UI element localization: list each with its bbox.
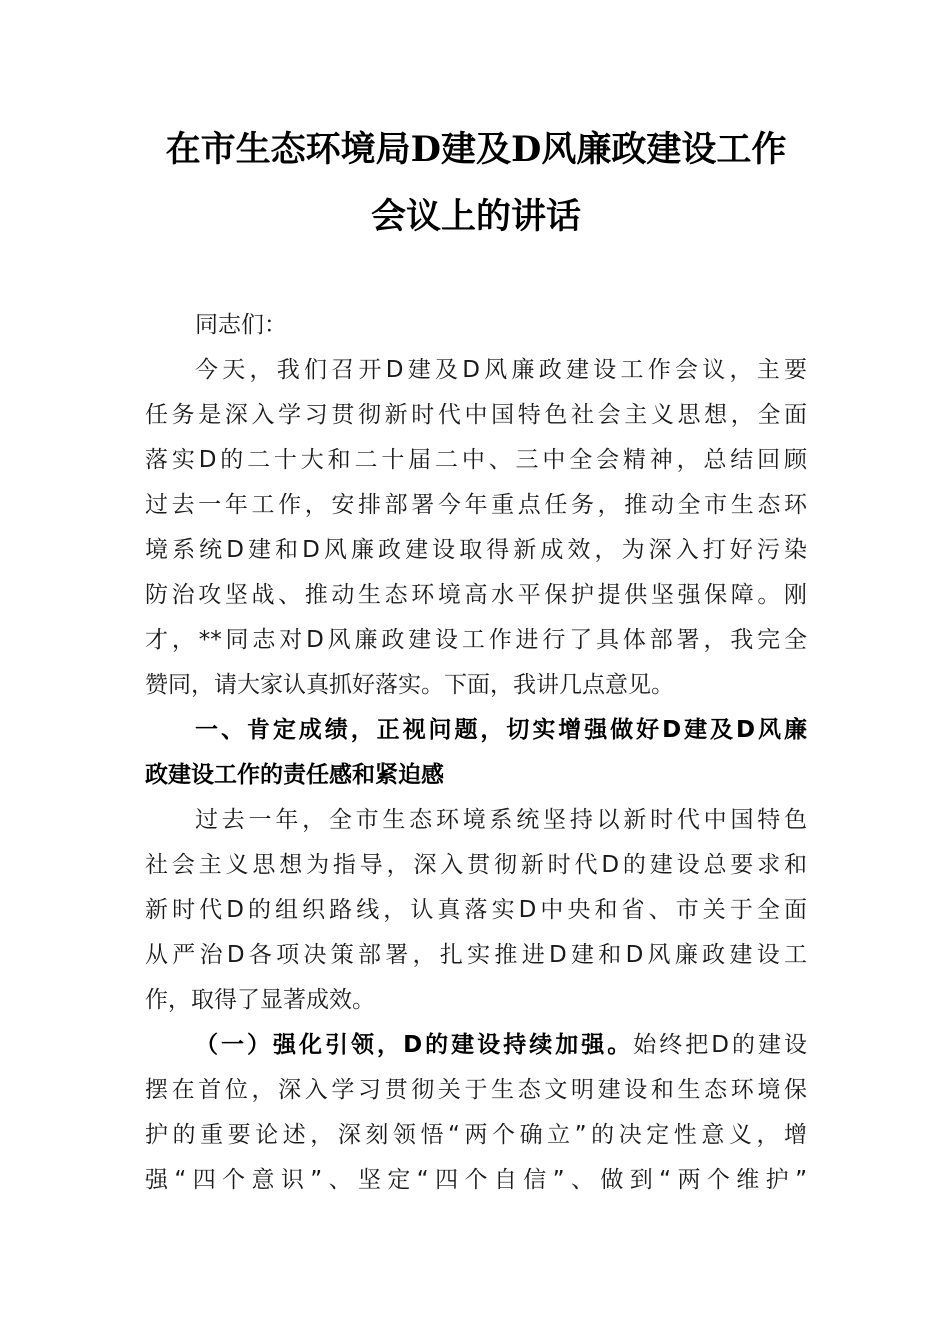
subsection-heading: （一）强化引领，D的建设持续加强。 <box>195 1032 634 1058</box>
document-title-line-2: 会议上的讲话 <box>370 196 581 237</box>
paragraph-line: 强“四个意识”、坚定“四个自信”、做到“两个维护” <box>145 1167 807 1193</box>
subsection-text: 始终把D的建设 <box>633 1032 807 1058</box>
heading-line: 一、肯定成绩，正视问题，切实增强做好D建及D风廉 <box>195 717 807 743</box>
subsection-first-line <box>145 1023 807 1068</box>
paragraph-line: 赞同，请大家认真抓好落实。下面，我讲几点意见。 <box>145 672 674 698</box>
paragraph-line: 防治攻坚战、推动生态环境高水平保护提供坚强保障。刚 <box>145 582 807 608</box>
paragraph-line: 新时代D的组织路线，认真落实D中央和省、市关于全面 <box>145 897 807 923</box>
paragraph-line: 摆在首位，深入学习贯彻关于生态文明建设和生态环境保 <box>145 1077 807 1103</box>
paragraph-line: 社会主义思想为指导，深入贯彻新时代D的建设总要求和 <box>145 852 807 878</box>
salutation: 同志们： <box>195 312 287 338</box>
paragraph-line: 境系统D建和D风廉政建设取得新成效，为深入打好污染 <box>145 537 807 563</box>
paragraph-line: 作，取得了显著成效。 <box>145 987 375 1013</box>
paragraph-line: 落实D的二十大和二十届二中、三中全会精神，总结回顾 <box>145 447 807 473</box>
paragraph-line: 才，**同志对D风廉政建设工作进行了具体部署，我完全 <box>145 627 807 653</box>
heading-line: 政建设工作的责任感和紧迫感 <box>145 762 444 788</box>
paragraph-line: 护的重要论述，深刻领悟“两个确立”的决定性意义，增 <box>145 1122 807 1148</box>
document-title-line-1: 在市生态环境局D建及D风廉政建设工作 <box>165 129 787 170</box>
paragraph-line: 任务是深入学习贯彻新时代中国特色社会主义思想，全面 <box>145 402 807 428</box>
paragraph-line: 过去一年，全市生态环境系统坚持以新时代中国特色 <box>195 807 807 833</box>
paragraph-line: 过去一年工作，安排部署今年重点任务，推动全市生态环 <box>145 492 807 518</box>
paragraph-line: 今天，我们召开D建及D风廉政建设工作会议，主要 <box>195 357 807 383</box>
paragraph-line: 从严治D各项决策部署，扎实推进D建和D风廉政建设工 <box>145 942 807 968</box>
